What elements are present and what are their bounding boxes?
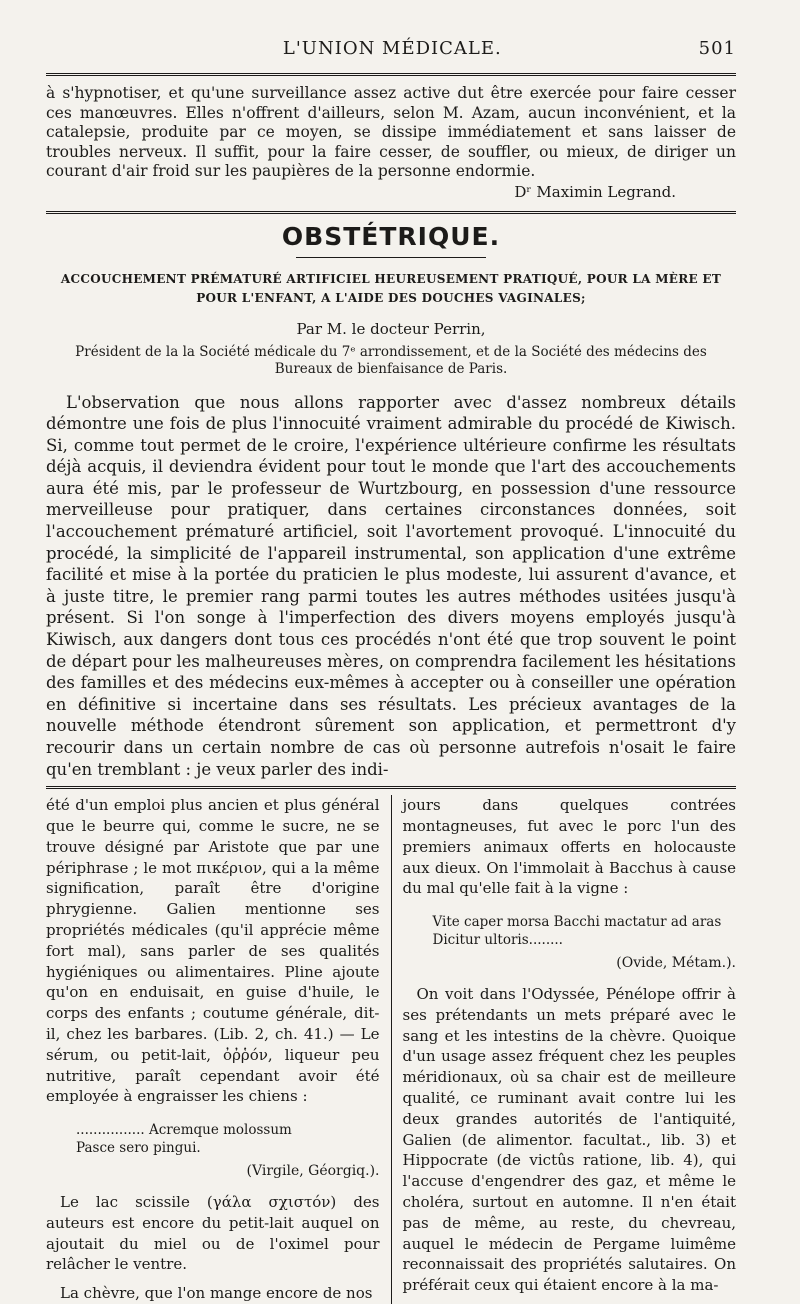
- verse-citation: (Ovide, Métam.).: [616, 955, 736, 972]
- header-rule: [46, 73, 736, 76]
- article-author: Par M. le docteur Perrin,: [296, 319, 486, 338]
- journal-title: L'UNION MÉDICALE.: [282, 38, 502, 59]
- previous-article-ending: à s'hypnotiser, et qu'une surveillance assez active dut être exercée pour faire cesser ces manœuvres. Elles n'offrent d'ailleurs, selon M. Azam, aucun inconvénient, et la catalepsie, produite par ce moyen, se dissipe immédiatement et sans laisser de troubles nerveux. Il suffit, pour la faire cesser, de souffler, ou mieux, de diriger un courant d'air froid sur les paupières de la personne endormie.: [46, 84, 736, 180]
- page-number: 501: [698, 38, 736, 59]
- running-header: [46, 38, 736, 59]
- column-paragraph: Le lac scissile (γάλα σχιστόν) des auteurs est encore du petit-lait auquel on ajoutait du miel ou de l'oximel pour relâcher le ventre.: [46, 1192, 380, 1274]
- verse-line: Vite caper morsa Bacchi mactatur ad aras: [432, 914, 722, 931]
- verse-line: ................ Acremque molossum: [76, 1122, 292, 1139]
- author-affiliation: Président de la la Société médicale du 7ᵉ arrondissement, et de la Société des médecins des Bureaux de bienfaisance de Paris.: [75, 343, 707, 377]
- verse-line: Dicitur ultoris........: [432, 932, 563, 949]
- column-paragraph: été d'un emploi plus ancien et plus général que le beurre qui, comme le sucre, ne se trouve désigné par Aristote que par une périphrase ; le mot πικέριον, qui a la même signification, paraît être d'origine phrygienne. Galien mentionne ses propriétés médicales (qu'il apprécie même fort mal), sans parler de ses qualités hygiéniques ou alimentaires. Pline ajoute qu'on en enduisait, en guise d'huile, le corps des enfants ; coutume générale, dit-il, chez les barbares. (Lib. 2, ch. 41.) — Le sérum, ou petit-lait, ὀῤῥόν, liqueur peu nutritive, paraît cependant avoir été employée à engraisser les chiens :: [46, 796, 380, 1106]
- feuilleton-rule: [46, 786, 736, 789]
- article-body-paragraph: L'observation que nous allons rapporter avec d'assez nombreux détails démontre une fois de plus l'innocuité vraiment admirable du procédé de Kiwisch. Si, comme tout permet de le croire, l'expérience ultérieure confirme les résultats déjà acquis, il deviendra évident pour tout le monde que l'art des accouchements aura été mis, par le professeur de Wurtzbourg, en possession d'une ressource merveilleuse pour pratiquer, dans certaines circonstances données, soit l'accouchement prématuré artificiel, soit l'avortement provoqué. L'innocuité du procédé, la simplicité de l'appareil instrumental, son application d'une extrême facilité et mise à la portée du praticien le plus modeste, lui assurent d'avance, et à juste titre, le premier rang parmi toutes les autres méthodes usitées jusqu'à présent. Si l'on songe à l'imperfection des divers moyens employés jusqu'à Kiwisch, aux dangers dont tous ces procédés n'ont été que trop souvent le point de départ pour les malheureuses mères, on comprendra facilement les hésitations des familles et des médecins eux-mêmes à accepter ou à conseiller une opération en définitive si incertaine dans ses résultats. Les précieux avantages de la nouvelle méthode étendront sûrement son application, et permettront d'y recourir dans un certain nombre de cas où personne autrefois n'osait le faire qu'en tremblant : je veux parler des indi-: [46, 392, 736, 779]
- left-column: [46, 795, 392, 1304]
- section-underline: [296, 257, 486, 258]
- article-title-line: ACCOUCHEMENT PRÉMATURÉ ARTIFICIEL HEUREUSEMENT PRATIQUÉ, POUR LA MÈRE ET: [60, 271, 722, 286]
- latin-verse: [433, 913, 737, 949]
- right-column: [392, 795, 737, 1304]
- article-title: [46, 270, 736, 308]
- section-rule: [46, 211, 736, 214]
- article-title-line: POUR L'ENFANT, A L'AIDE DES DOUCHES VAGINALES;: [196, 290, 586, 305]
- section-heading: [46, 222, 736, 251]
- page: [46, 38, 736, 1304]
- latin-verse: [76, 1121, 380, 1157]
- column-paragraph: On voit dans l'Odyssée, Pénélope offrir à ses prétendants un mets préparé avec le sang et les intestins de la chèvre. Quoique d'un usage assez fréquent chez les peuples méridionaux, où sa chair est de meilleure qualité, ce ruminant avait contre lui les deux grandes autorités de l'antiquité, Galien (de alimentor. facultat., lib. 3) et Hippocrate (de victûs ratione, lib. 4), qui l'accuse d'engendrer des gaz, et même le choléra, surtout en automne. Il n'en était pas de même, au reste, du chevreau, auquel le médecin de Pergame luimême reconnaissait des propriétés salutaires. On préférait ceux qui étaient encore à la ma-: [402, 984, 736, 1295]
- verse-line: Pasce sero pingui.: [76, 1140, 201, 1157]
- section-title: OBSTÉTRIQUE.: [281, 221, 501, 251]
- two-column-section: [46, 795, 736, 1304]
- column-paragraph: La chèvre, que l'on mange encore de nos: [60, 1284, 373, 1303]
- author-signature: Dʳ Maximin Legrand.: [514, 182, 676, 201]
- column-paragraph: jours dans quelques contrées montagneuses, fut avec le porc l'un des premiers animaux offerts en holocauste aux dieux. On l'immolait à Bacchus à cause du mal qu'elle fait à la vigne :: [402, 796, 736, 898]
- verse-citation: (Virgile, Géorgiq.).: [246, 1163, 380, 1180]
